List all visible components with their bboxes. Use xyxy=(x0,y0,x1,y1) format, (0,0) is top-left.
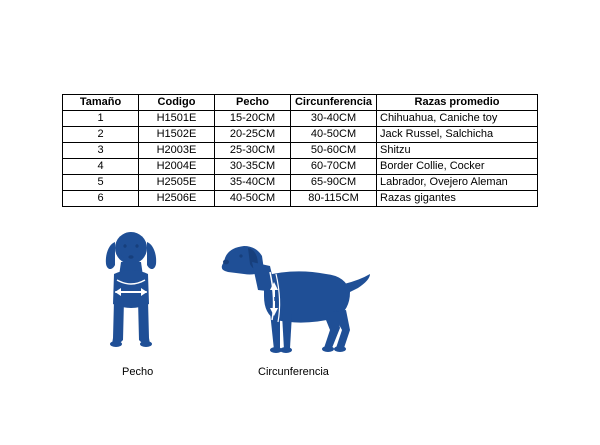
cell-code: H1502E xyxy=(139,127,215,143)
cell-circumference: 40-50CM xyxy=(291,127,377,143)
cell-code: H2003E xyxy=(139,143,215,159)
cell-circumference: 60-70CM xyxy=(291,159,377,175)
cell-chest: 25-30CM xyxy=(215,143,291,159)
cell-code: H1501E xyxy=(139,111,215,127)
cell-size: 6 xyxy=(63,191,139,207)
cell-code: H2505E xyxy=(139,175,215,191)
header-breeds: Razas promedio xyxy=(377,95,538,111)
cell-breeds: Labrador, Ovejero Aleman xyxy=(377,175,538,191)
header-size: Tamaño xyxy=(63,95,139,111)
cell-chest: 15-20CM xyxy=(215,111,291,127)
table-row xyxy=(63,191,538,207)
cell-breeds: Jack Russel, Salchicha xyxy=(377,127,538,143)
cell-chest: 30-35CM xyxy=(215,159,291,175)
dog-side-silhouette-icon xyxy=(214,240,372,356)
cell-chest: 40-50CM xyxy=(215,191,291,207)
cell-code: H2004E xyxy=(139,159,215,175)
table-header-row xyxy=(63,95,538,111)
table-row xyxy=(63,143,538,159)
cell-code: H2506E xyxy=(139,191,215,207)
cell-breeds: Shitzu xyxy=(377,143,538,159)
cell-breeds: Border Collie, Cocker xyxy=(377,159,538,175)
header-code: Codigo xyxy=(139,95,215,111)
size-table xyxy=(62,94,538,207)
cell-size: 3 xyxy=(63,143,139,159)
header-chest: Pecho xyxy=(215,95,291,111)
cell-circumference: 65-90CM xyxy=(291,175,377,191)
caption-chest: Pecho xyxy=(122,366,154,378)
table-row xyxy=(63,175,538,191)
table-row xyxy=(63,159,538,175)
cell-breeds: Chihuahua, Caniche toy xyxy=(377,111,538,127)
cell-chest: 20-25CM xyxy=(215,127,291,143)
cell-circumference: 30-40CM xyxy=(291,111,377,127)
table-row xyxy=(63,111,538,127)
cell-size: 5 xyxy=(63,175,139,191)
dog-front-silhouette-icon xyxy=(94,228,168,352)
cell-circumference: 50-60CM xyxy=(291,143,377,159)
header-circumference: Circunferencia xyxy=(291,95,377,111)
cell-size: 2 xyxy=(63,127,139,143)
table-row xyxy=(63,127,538,143)
cell-breeds: Razas gigantes xyxy=(377,191,538,207)
caption-circumference: Circunferencia xyxy=(258,366,329,378)
cell-chest: 35-40CM xyxy=(215,175,291,191)
cell-size: 4 xyxy=(63,159,139,175)
cell-circumference: 80-115CM xyxy=(291,191,377,207)
cell-size: 1 xyxy=(63,111,139,127)
